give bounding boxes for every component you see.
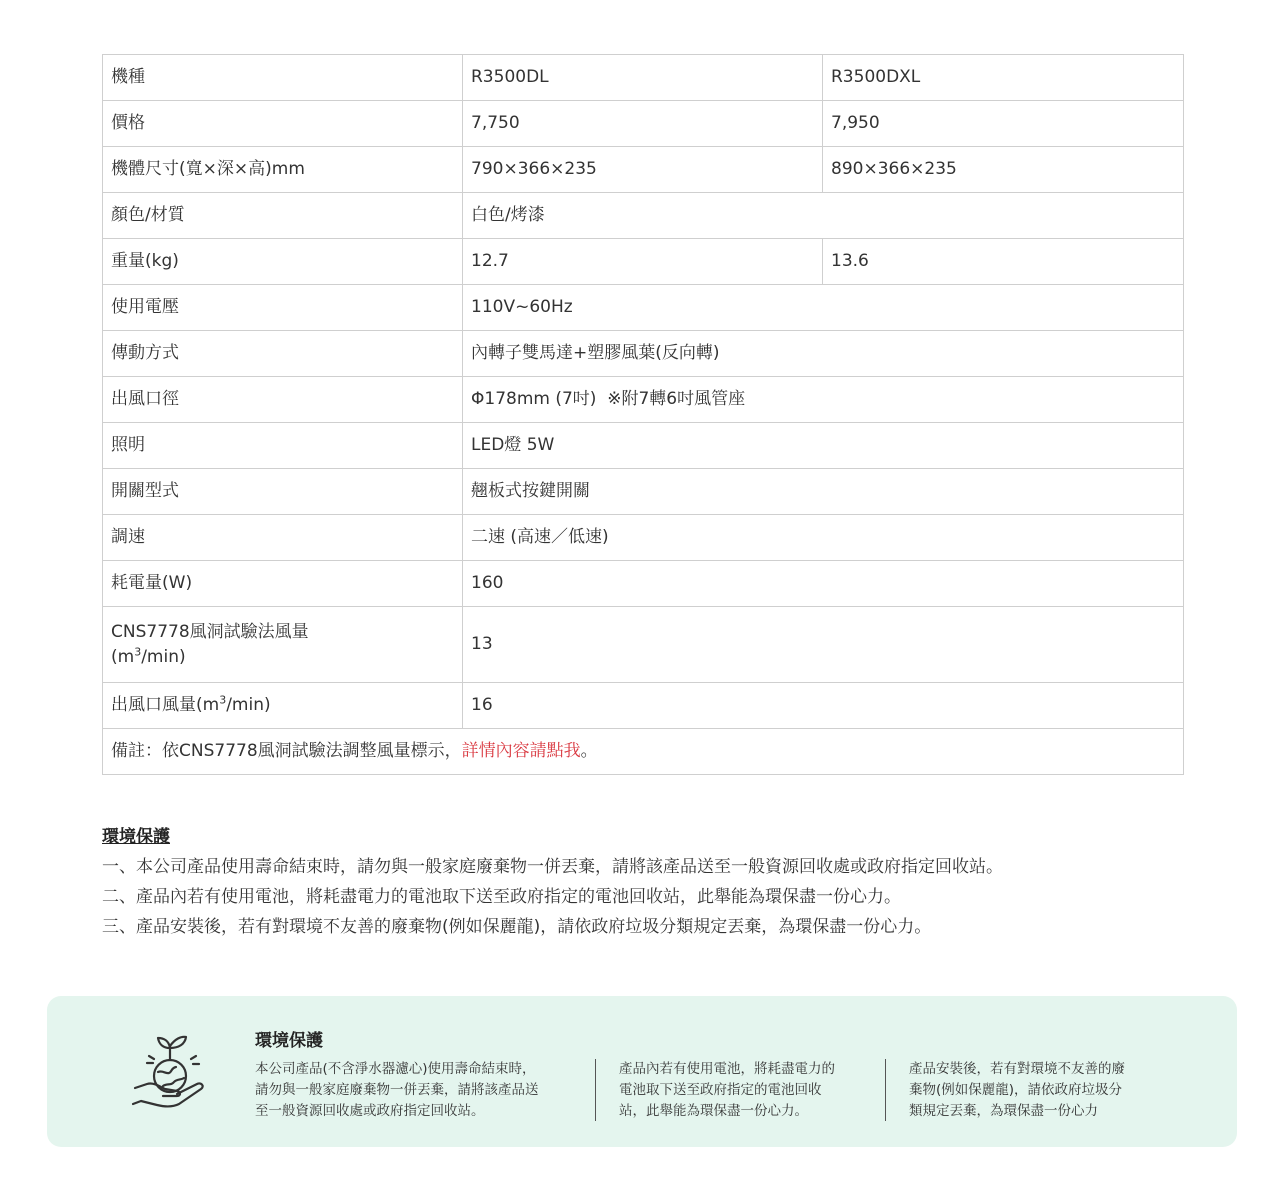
spec-label: 出風口徑 [103, 377, 463, 423]
spec-value: 白色/烤漆 [463, 193, 1184, 239]
model-b-name: R3500DXL [823, 55, 1184, 101]
table-row-light [103, 423, 1184, 469]
spec-value-a: 7,750 [463, 101, 823, 147]
spec-label: 傳動方式 [103, 331, 463, 377]
eco-card-line: 至一般資源回收處或政府指定回收站。 [255, 1103, 485, 1119]
table-row-model [103, 55, 1184, 101]
spec-value-a: 12.7 [463, 239, 823, 285]
eco-card-line: 站，此舉能為環保盡一份心力。 [619, 1103, 808, 1119]
eco-hand-plant-icon [127, 1026, 213, 1112]
eco-card-title: 環境保護 [255, 1031, 323, 1051]
model-a-name: R3500DL [463, 55, 823, 101]
spec-value: 16 [463, 683, 1184, 729]
eco-card-line: 棄物(例如保麗龍)，請依政府垃圾分 [909, 1082, 1123, 1098]
table-row-color [103, 193, 1184, 239]
environment-line: 二、產品內若有使用電池，將耗盡電力的電池取下送至政府指定的電池回收站，此舉能為環保盡一份心力。 [102, 887, 901, 907]
spec-label: 價格 [103, 101, 463, 147]
spec-label: 照明 [103, 423, 463, 469]
spec-value: 翹板式按鍵開關 [463, 469, 1184, 515]
spec-label: 重量(kg) [103, 239, 463, 285]
spec-value: LED燈 5W [463, 423, 1184, 469]
eco-card-line: 產品安裝後，若有對環境不友善的廢 [909, 1061, 1125, 1077]
eco-card-column [255, 1059, 575, 1122]
table-row-power [103, 561, 1184, 607]
spec-value: 內轉子雙馬達+塑膠風葉(反向轉) [463, 331, 1184, 377]
spec-label: 使用電壓 [103, 285, 463, 331]
spec-label [103, 683, 463, 729]
environment-section [102, 822, 1202, 942]
table-row-cns-flow [103, 607, 1184, 683]
outlet-flow-label-sup: 3 [219, 693, 227, 707]
spec-value-b: 7,950 [823, 101, 1184, 147]
eco-card-line: 產品內若有使用電池，將耗盡電力的 [619, 1061, 835, 1077]
table-row-weight [103, 239, 1184, 285]
environment-title: 環境保護 [102, 827, 170, 847]
table-row-size [103, 147, 1184, 193]
spec-label [103, 607, 463, 683]
eco-card-column [619, 1059, 869, 1122]
spec-value: 110V~60Hz [463, 285, 1184, 331]
spec-value-b: 890×366×235 [823, 147, 1184, 193]
spec-value: 160 [463, 561, 1184, 607]
eco-card-line: 本公司產品(不含淨水器濾心)使用壽命結束時， [255, 1061, 536, 1077]
eco-card-line: 請勿與一般家庭廢棄物一併丟棄，請將該產品送 [255, 1082, 539, 1098]
spec-value-a: 790×366×235 [463, 147, 823, 193]
note-suffix: 。 [580, 741, 598, 762]
spec-label: 耗電量(W) [103, 561, 463, 607]
spec-label: 顏色/材質 [103, 193, 463, 239]
outlet-flow-label-pre: 出風口風量(m [111, 695, 220, 716]
table-row-price [103, 101, 1184, 147]
column-divider [595, 1059, 596, 1121]
note-cell [103, 729, 1184, 775]
spec-label: 開關型式 [103, 469, 463, 515]
environment-line: 三、產品安裝後，若有對環境不友善的廢棄物(例如保麗龍)，請依政府垃圾分類規定丟棄，為環保盡一份心力。 [102, 917, 932, 937]
table-row-note [103, 729, 1184, 775]
spec-value-b: 13.6 [823, 239, 1184, 285]
cns-label-pre: (m [111, 646, 135, 667]
eco-card [47, 996, 1237, 1147]
spec-value: Φ178mm (7吋) ※附7轉6吋風管座 [463, 377, 1184, 423]
table-row-speed [103, 515, 1184, 561]
table-row-switch [103, 469, 1184, 515]
spec-table [102, 54, 1184, 775]
eco-card-line: 類規定丟棄，為環保盡一份心力 [909, 1103, 1098, 1119]
spec-label: 機種 [103, 55, 463, 101]
details-link[interactable]: 詳情內容請點我 [461, 741, 581, 762]
outlet-flow-label-post: /min) [226, 695, 271, 716]
eco-card-line: 電池取下送至政府指定的電池回收 [619, 1082, 822, 1098]
table-row-outlet [103, 377, 1184, 423]
column-divider [885, 1059, 886, 1121]
spec-value: 13 [463, 607, 1184, 683]
cns-label-line1: CNS7778風洞試驗法風量 [111, 621, 309, 642]
spec-label: 調速 [103, 515, 463, 561]
spec-label: 機體尺寸(寬×深×高)mm [103, 147, 463, 193]
eco-card-column [909, 1059, 1159, 1122]
note-prefix: 備註：依CNS7778風洞試驗法調整風量標示， [111, 741, 462, 762]
cns-label-post: /min) [141, 646, 186, 667]
cns-label-sup: 3 [134, 644, 142, 658]
environment-line: 一、本公司產品使用壽命結束時，請勿與一般家庭廢棄物一併丟棄，請將該產品送至一般資源回收處或政府指定回收站。 [102, 857, 1003, 877]
table-row-voltage [103, 285, 1184, 331]
table-row-drive [103, 331, 1184, 377]
table-row-outlet-flow [103, 683, 1184, 729]
spec-value: 二速 (高速／低速) [463, 515, 1184, 561]
